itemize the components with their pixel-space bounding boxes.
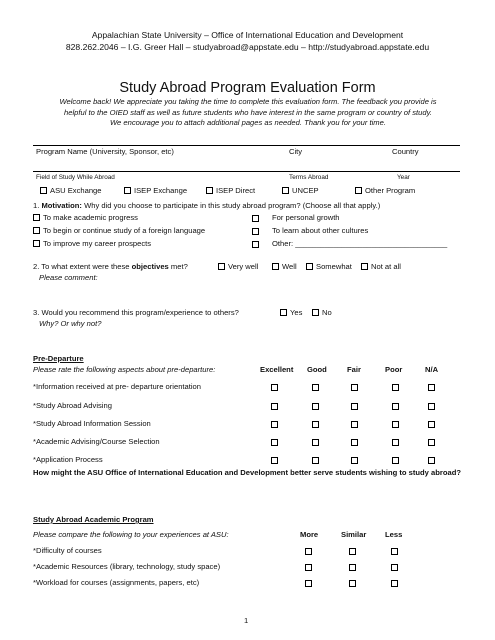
rating-checkbox[interactable] bbox=[351, 421, 358, 428]
comparison-checkbox[interactable] bbox=[305, 548, 312, 555]
q1-question: 1. Motivation: Why did you choose to participate in this study abroad program? (Choose all that apply.) bbox=[33, 201, 381, 210]
program-type-uncep[interactable]: UNCEP bbox=[282, 186, 319, 195]
predeparture-instruction: Please rate the following aspects about pre-departure: bbox=[33, 365, 216, 374]
rating-checkbox[interactable] bbox=[312, 421, 319, 428]
rating-checkbox[interactable] bbox=[392, 457, 399, 464]
comparison-checkbox[interactable] bbox=[349, 564, 356, 571]
checkbox-icon[interactable] bbox=[280, 309, 287, 316]
rating-checkbox[interactable] bbox=[392, 439, 399, 446]
intro-text: Welcome back! We appreciate you taking the time to complete this evaluation form. The feedback you provide is helpful to the OIED staff as well as future students who have interest in the same program or country of study. We encourage you to attach additional pages as needed. Thank you for your time. bbox=[59, 97, 437, 127]
header-line-1: Appalachian State University – Office of International Education and Development bbox=[91, 30, 404, 40]
q3-question: 3. Would you recommend this program/experience to others? bbox=[33, 308, 239, 317]
q2-question: 2. To what extent were these objectives met? bbox=[33, 262, 188, 271]
q3-option-yes[interactable]: Yes bbox=[280, 308, 302, 317]
rating-checkbox[interactable] bbox=[271, 457, 278, 464]
q1-option[interactable]: To make academic progress bbox=[33, 213, 138, 222]
column-na: N/A bbox=[425, 365, 439, 374]
rating-checkbox[interactable] bbox=[428, 439, 435, 446]
rating-row-label: *Study Abroad Information Session bbox=[33, 419, 151, 428]
comparison-row-label: *Workload for courses (assignments, papers, etc) bbox=[33, 578, 200, 587]
column-fair: Fair bbox=[347, 365, 361, 374]
checkbox-icon[interactable] bbox=[312, 309, 319, 316]
rating-checkbox[interactable] bbox=[312, 457, 319, 464]
comparison-checkbox[interactable] bbox=[391, 564, 398, 571]
comparison-checkbox[interactable] bbox=[305, 564, 312, 571]
year-label: Year bbox=[397, 174, 410, 181]
rating-checkbox[interactable] bbox=[392, 403, 399, 410]
program-name-label: Program Name (University, Sponsor, etc) bbox=[36, 147, 174, 156]
column-similar: Similar bbox=[341, 530, 367, 539]
column-more: More bbox=[300, 530, 319, 539]
checkbox-icon[interactable] bbox=[272, 263, 279, 270]
checkbox-icon[interactable] bbox=[218, 263, 225, 270]
rating-checkbox[interactable] bbox=[312, 403, 319, 410]
rating-row-label: *Application Process bbox=[33, 455, 103, 464]
q1-option: To learn about other cultures bbox=[272, 226, 369, 235]
rating-checkbox[interactable] bbox=[428, 457, 435, 464]
rating-checkbox[interactable] bbox=[351, 384, 358, 391]
rating-checkbox[interactable] bbox=[271, 403, 278, 410]
rating-checkbox[interactable] bbox=[312, 439, 319, 446]
rating-checkbox[interactable] bbox=[428, 403, 435, 410]
field-of-study-line[interactable] bbox=[33, 171, 460, 172]
q1-option: For personal growth bbox=[272, 213, 340, 222]
academic-instruction: Please compare the following to your experiences at ASU: bbox=[33, 530, 229, 539]
rating-checkbox[interactable] bbox=[392, 421, 399, 428]
q2-option-somewhat[interactable]: Somewhat bbox=[306, 262, 352, 271]
checkbox-icon[interactable] bbox=[252, 228, 259, 235]
predeparture-question: How might the ASU Office of International Education and Development better serve students wishing to study abroad? bbox=[33, 468, 461, 477]
rating-checkbox[interactable] bbox=[351, 457, 358, 464]
rating-checkbox[interactable] bbox=[312, 384, 319, 391]
comparison-checkbox[interactable] bbox=[391, 580, 398, 587]
checkbox-icon[interactable] bbox=[33, 240, 40, 247]
column-excellent: Excellent bbox=[260, 365, 294, 374]
column-poor: Poor bbox=[385, 365, 403, 374]
comparison-checkbox[interactable] bbox=[349, 548, 356, 555]
q1-option-other[interactable]: Other: ____________________________________ bbox=[272, 239, 448, 248]
rating-checkbox[interactable] bbox=[351, 403, 358, 410]
column-less: Less bbox=[385, 530, 403, 539]
city-label: City bbox=[289, 147, 303, 156]
comparison-checkbox[interactable] bbox=[391, 548, 398, 555]
header-line-2: 828.262.2046 – I.G. Greer Hall – studyabroad@appstate.edu – http://studyabroad.appstate.edu bbox=[65, 42, 430, 52]
checkbox-icon[interactable] bbox=[33, 214, 40, 221]
rating-row-label: *Study Abroad Advising bbox=[33, 401, 112, 410]
checkbox-icon[interactable] bbox=[361, 263, 368, 270]
program-name-line[interactable] bbox=[33, 145, 460, 146]
checkbox-icon[interactable] bbox=[40, 187, 47, 194]
program-type-other[interactable]: Other Program bbox=[355, 186, 415, 195]
rating-checkbox[interactable] bbox=[271, 384, 278, 391]
checkbox-icon[interactable] bbox=[306, 263, 313, 270]
page-title: Study Abroad Program Evaluation Form bbox=[119, 80, 376, 96]
checkbox-icon[interactable] bbox=[124, 187, 131, 194]
program-type-isep-exchange[interactable]: ISEP Exchange bbox=[124, 186, 187, 195]
terms-abroad-label: Terms Abroad bbox=[289, 174, 329, 181]
q3-option-no[interactable]: No bbox=[312, 308, 332, 317]
comparison-checkbox[interactable] bbox=[305, 580, 312, 587]
q2-option-not-at-all[interactable]: Not at all bbox=[361, 262, 401, 271]
rating-checkbox[interactable] bbox=[428, 384, 435, 391]
rating-row-label: *Academic Advising/Course Selection bbox=[33, 437, 160, 446]
checkbox-icon[interactable] bbox=[252, 241, 259, 248]
rating-checkbox[interactable] bbox=[392, 384, 399, 391]
checkbox-icon[interactable] bbox=[252, 215, 259, 222]
checkbox-icon[interactable] bbox=[282, 187, 289, 194]
academic-heading: Study Abroad Academic Program bbox=[33, 515, 154, 524]
q3-followup-label: Why? Or why not? bbox=[39, 319, 102, 328]
checkbox-icon[interactable] bbox=[206, 187, 213, 194]
checkbox-icon[interactable] bbox=[33, 227, 40, 234]
column-good: Good bbox=[307, 365, 327, 374]
q2-comment-label: Please comment: bbox=[39, 273, 98, 282]
country-label: Country bbox=[392, 147, 419, 156]
predeparture-heading: Pre-Departure bbox=[33, 354, 84, 363]
q2-option-very-well[interactable]: Very well bbox=[218, 262, 258, 271]
program-type-asu-exchange[interactable]: ASU Exchange bbox=[40, 186, 102, 195]
checkbox-icon[interactable] bbox=[355, 187, 362, 194]
comparison-checkbox[interactable] bbox=[349, 580, 356, 587]
rating-row-label: *Information received at pre- departure orientation bbox=[33, 382, 202, 391]
comparison-row-label: *Difficulty of courses bbox=[33, 546, 102, 555]
rating-checkbox[interactable] bbox=[271, 439, 278, 446]
program-type-isep-direct[interactable]: ISEP Direct bbox=[206, 186, 255, 195]
rating-checkbox[interactable] bbox=[351, 439, 358, 446]
q1-option[interactable]: To begin or continue study of a foreign language bbox=[33, 226, 205, 235]
q2-option-well[interactable]: Well bbox=[272, 262, 297, 271]
comparison-row-label: *Academic Resources (library, technology, study space) bbox=[33, 562, 221, 571]
rating-checkbox[interactable] bbox=[428, 421, 435, 428]
page-number: 1 bbox=[244, 616, 249, 625]
field-of-study-label: Field of Study While Abroad bbox=[36, 174, 115, 181]
q1-option[interactable]: To improve my career prospects bbox=[33, 239, 151, 248]
rating-checkbox[interactable] bbox=[271, 421, 278, 428]
